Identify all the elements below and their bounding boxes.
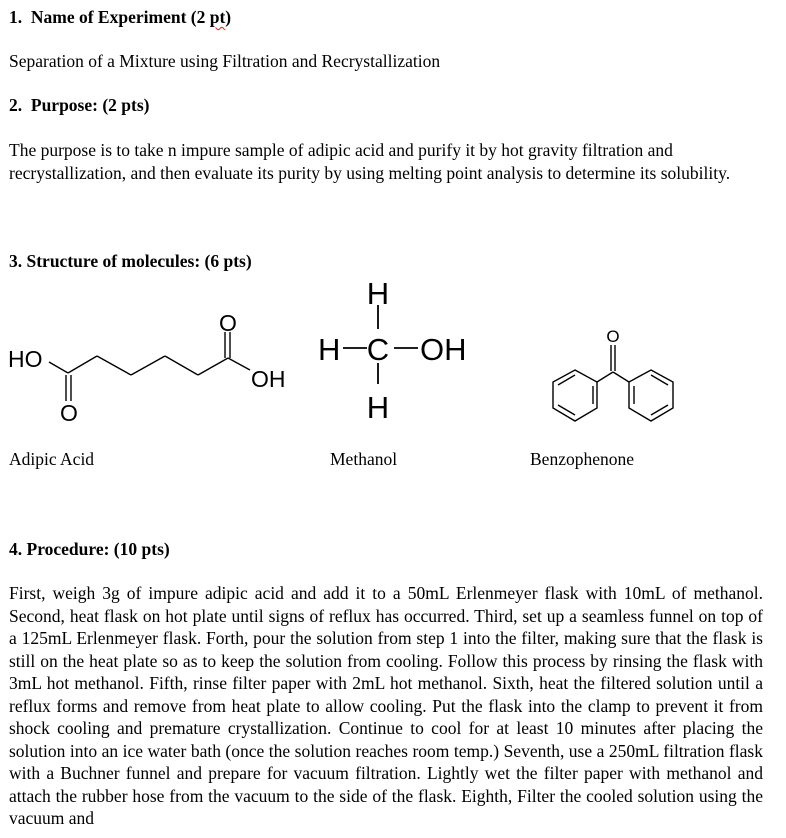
methanol-h-bottom: H [366,390,390,425]
adipic-o-bottom-label: O [60,400,78,426]
adipic-acid-structure [0,300,300,430]
adipic-acid-bonds [49,332,250,401]
methanol-structure [310,270,500,430]
benzophenone-structure [510,315,700,425]
benzophenone-bonds [553,345,673,421]
section-1-heading-close: ) [225,7,232,27]
section-2-heading: 2. Purpose: (2 pts) [9,95,150,115]
section-1-heading-text: Name of Experiment (2 [30,7,210,27]
adipic-ho-label: HO [8,346,43,372]
adipic-acid-label: Adipic Acid [9,449,95,469]
methanol-h-left: H [318,332,341,367]
section-1-heading [9,7,231,28]
adipic-oh-label: OH [251,366,286,392]
section-1-number: 1. [9,7,23,27]
methanol-c: C [366,332,390,367]
section-4-heading: 4. Procedure: (10 pts) [9,539,170,559]
section-4-text: First, weigh 3g of impure adipic acid and add it to a 50mL Erlenmeyer flask with 10mL of methanol. Second, heat flask on hot plate until signs of reflux has occurred. Third, set up a seamless funnel on top of a 125mL Erlenmeyer flask. Forth, pour the solution from step 1 into the filter, making sure that the flask is still on the heat plate so as to keep the solution from cooling. Follow this process by rinsing the flask with 3mL hot methanol. Fifth, rinse filter paper with 2mL hot methanol. Sixth, heat the filtered solution until a reflux forms and remove from heat plate to allow cooling. Put the flask into the clamp to prevent it from shock cooling and premature crystallization. Continue to cool for at least 10 minutes after placing the solution into an ice water bath (once the solution reaches room temp.) Seventh, use a 250mL filtration flask with a Buchner funnel and prepare for vacuum filtration. Lightly wet the filter paper with methanol and attach the rubber hose from the vacuum to the side of the flask. Eighth, Filter the cooled solution using the vacuum and [9,583,763,828]
methanol-h-top: H [366,276,390,311]
spellcheck-word: pt [209,7,226,27]
section-3-heading: 3. Structure of molecules: (6 pts) [9,251,252,271]
adipic-o-top-label: O [219,310,237,336]
section-2-text: The purpose is to take n impure sample of adipic acid and purify it by hot gravity filtration and recrystallization, and then evaluate its purity by using melting point analysis to determine its solubility. [9,140,731,183]
methanol-oh: OH [420,332,467,367]
methanol-label: Methanol [330,449,398,469]
benzophenone-label: Benzophenone [530,449,634,469]
benzophenone-o: O [606,327,620,346]
section-1-text: Separation of a Mixture using Filtration and Recrystallization [9,51,441,71]
